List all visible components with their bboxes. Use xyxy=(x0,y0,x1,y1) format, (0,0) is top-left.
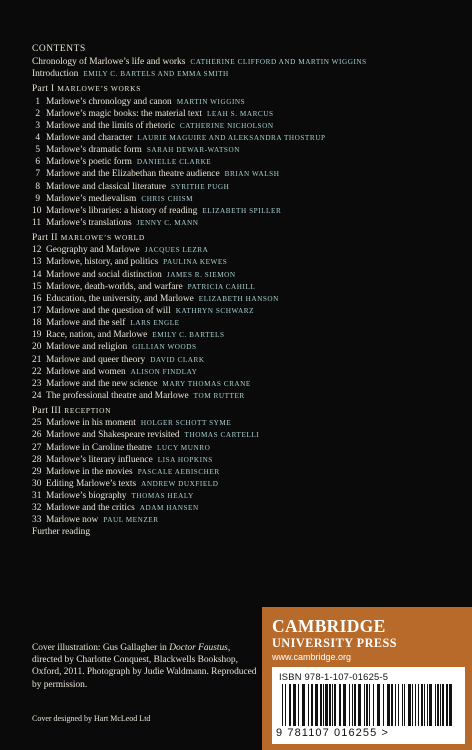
chapter-title: Geography and Marlowe xyxy=(46,245,140,256)
chapter-author: TOM RUTTER xyxy=(193,391,245,400)
chapter-number: 22 xyxy=(32,366,42,377)
chapter-title: Marlowe and women xyxy=(46,366,126,377)
publisher-website: www.cambridge.org xyxy=(272,652,352,662)
barcode-bar xyxy=(404,684,405,726)
barcode-bar xyxy=(364,684,365,726)
part-name: MARLOWE’S WORLD xyxy=(60,233,145,243)
barcode-bar xyxy=(325,684,328,726)
barcode-bar xyxy=(415,684,416,726)
chapter-title: Marlowe and character xyxy=(46,132,133,143)
barcode-bar xyxy=(329,684,331,726)
chapter-title: Marlowe’s libraries: a history of reading xyxy=(46,205,198,216)
chapter-item xyxy=(32,514,462,526)
chapter-number: 28 xyxy=(32,454,42,465)
chapter-item xyxy=(32,366,462,378)
barcode-bar xyxy=(315,684,318,726)
barcode-bar xyxy=(366,684,368,726)
table-of-contents xyxy=(32,43,462,539)
isbn-text: ISBN 978-1-107-01625-5 xyxy=(279,671,389,682)
chapter-title: Marlowe now xyxy=(46,515,99,526)
chapter-number: 4 xyxy=(35,132,40,143)
chapter-title: Marlowe’s translations xyxy=(46,217,132,228)
chapter-number: 9 xyxy=(35,193,40,204)
chapter-author: SARAH DEWAR-WATSON xyxy=(146,146,240,155)
chapter-number: 11 xyxy=(32,217,42,228)
chapter-item xyxy=(32,417,462,429)
chapter-number: 13 xyxy=(32,257,42,268)
chapter-author: JENNY C. MANN xyxy=(136,218,199,227)
chapter-item xyxy=(32,193,462,205)
chapter-number: 15 xyxy=(32,281,42,292)
part-label: Part II xyxy=(32,233,58,244)
chapter-number: 24 xyxy=(32,390,42,401)
chapter-author: EMILY C. BARTELS xyxy=(152,331,225,340)
chapter-author: ELIZABETH SPILLER xyxy=(202,206,282,215)
chapter-title: Marlowe and the new science xyxy=(46,378,158,389)
chapter-item xyxy=(32,341,462,353)
chapter-item xyxy=(32,269,462,281)
chapter-author: LUCY MUNRO xyxy=(156,443,211,452)
chapter-item xyxy=(32,205,462,217)
barcode-bar xyxy=(391,684,393,726)
chapter-number: 14 xyxy=(32,269,42,280)
barcode-bar xyxy=(349,684,350,726)
chapter-title: Marlowe in Caroline theatre xyxy=(46,442,152,453)
barcode-bar xyxy=(302,684,305,726)
barcode-bar xyxy=(311,684,313,726)
chapter-author: HOLGER SCHOTT SYME xyxy=(140,419,232,428)
chapter-item xyxy=(32,244,462,256)
barcode-bar xyxy=(298,684,299,726)
barcode-bar xyxy=(289,684,291,726)
barcode-bar xyxy=(293,684,296,726)
chapter-title: Marlowe’s chronology and canon xyxy=(46,96,172,107)
chapter-author: THOMAS HEALY xyxy=(131,492,194,501)
chapter-number: 19 xyxy=(32,330,42,341)
chapter-item xyxy=(32,156,462,168)
front-matter-item xyxy=(32,68,462,80)
chapter-title: Marlowe and the critics xyxy=(46,503,135,514)
barcode-bar xyxy=(446,684,448,726)
chapter-item xyxy=(32,281,462,293)
barcode-bar xyxy=(383,684,384,726)
chapter-author: KATHRYN SCHWARZ xyxy=(175,306,255,315)
chapter-number: 21 xyxy=(32,354,42,365)
chapter-title: Marlowe and the Elizabethan theatre audience xyxy=(46,169,220,180)
chapter-author: DANIELLE CLARKE xyxy=(136,158,212,167)
chapter-item xyxy=(32,293,462,305)
front-matter-author: CATHERINE CLIFFORD AND MARTIN WIGGINS xyxy=(190,58,367,67)
barcode-icon xyxy=(278,684,458,728)
chapter-title: Marlowe and religion xyxy=(46,342,128,353)
chapter-item xyxy=(32,390,462,402)
chapter-item xyxy=(32,442,462,454)
barcode-bar xyxy=(352,684,353,726)
barcode-number: 9 781107 016255 > xyxy=(276,727,390,739)
barcode-bar xyxy=(339,684,341,726)
chapter-number: 3 xyxy=(35,120,40,131)
chapter-title: Marlowe, history, and politics xyxy=(46,257,159,268)
chapter-title: Marlowe’s dramatic form xyxy=(46,145,142,156)
part-label: Part III xyxy=(32,406,62,417)
chapter-title: Marlowe and the self xyxy=(46,318,126,329)
cover-credit-prefix: Cover illustration: Gus Gallagher in xyxy=(32,643,170,653)
chapter-author: PATRICIA CAHILL xyxy=(187,282,256,291)
barcode-bar xyxy=(343,684,346,726)
barcode-bar xyxy=(435,684,436,726)
chapter-number: 16 xyxy=(32,293,42,304)
chapter-author: DAVID CLARK xyxy=(150,355,205,364)
barcode-bar xyxy=(332,684,333,726)
chapter-title: Marlowe’s medievalism xyxy=(46,193,137,204)
chapter-number: 29 xyxy=(32,466,42,477)
chapter-author: MARTIN WIGGINS xyxy=(176,97,246,106)
chapter-item xyxy=(32,502,462,514)
barcode-bar xyxy=(402,684,403,726)
front-matter xyxy=(32,56,462,80)
barcode-bar xyxy=(285,684,286,726)
chapter-item xyxy=(32,317,462,329)
chapter-author: MARY THOMAS CRANE xyxy=(162,379,251,388)
chapter-title: Marlowe and Shakespeare revisited xyxy=(46,430,180,441)
barcode-bar xyxy=(442,684,444,726)
chapter-number: 6 xyxy=(35,157,40,168)
barcode-bar xyxy=(449,684,452,726)
barcode-bar xyxy=(427,684,428,726)
publisher-name: CAMBRIDGE xyxy=(272,616,386,636)
chapter-author: BRIAN WALSH xyxy=(224,170,280,179)
cover-credit xyxy=(32,642,262,691)
chapter-title: Marlowe and queer theory xyxy=(46,354,146,365)
barcode-bar xyxy=(395,684,396,726)
barcode-box xyxy=(272,667,465,744)
chapter-item xyxy=(32,144,462,156)
barcode-bar xyxy=(408,684,411,726)
chapter-item xyxy=(32,256,462,268)
chapter-item xyxy=(32,305,462,317)
publisher-press: UNIVERSITY PRESS xyxy=(272,636,398,650)
chapter-title: Race, nation, and Marlowe xyxy=(46,330,148,341)
cover-credit-play: Doctor Faustus, xyxy=(169,643,231,653)
barcode-bar xyxy=(323,684,324,726)
chapter-number: 12 xyxy=(32,245,42,256)
chapter-author: ADAM HANSEN xyxy=(139,504,199,513)
chapter-title: Marlowe’s magic books: the material text xyxy=(46,108,202,119)
part-heading xyxy=(32,232,462,244)
chapter-number: 5 xyxy=(35,145,40,156)
barcode-bar xyxy=(421,684,423,726)
chapter-number: 10 xyxy=(32,205,42,216)
part-label: Part I xyxy=(32,84,55,95)
front-matter-title: Introduction xyxy=(32,69,79,80)
front-matter-title: Chronology of Marlowe’s life and works xyxy=(32,57,186,68)
chapter-author: LISA HOPKINS xyxy=(157,455,213,464)
barcode-bar xyxy=(369,684,370,726)
chapter-title: Marlowe and the question of will xyxy=(46,305,171,316)
barcode-bar xyxy=(412,684,413,726)
chapter-item xyxy=(32,466,462,478)
chapter-title: Marlowe and the limits of rhetoric xyxy=(46,120,175,131)
chapter-item xyxy=(32,132,462,144)
part-heading xyxy=(32,405,462,417)
chapter-author: LAURIE MAGUIRE AND ALEKSANDRA THOSTRUP xyxy=(137,133,326,142)
chapter-title: Marlowe and social distinction xyxy=(46,269,162,280)
barcode-bar xyxy=(320,684,322,726)
chapter-author: GILLIAN WOODS xyxy=(132,343,197,352)
chapter-number: 31 xyxy=(32,491,42,502)
chapter-item xyxy=(32,454,462,466)
chapter-item xyxy=(32,181,462,193)
chapter-item xyxy=(32,378,462,390)
chapter-item xyxy=(32,108,462,120)
barcode-bar xyxy=(429,684,432,726)
barcode-bar xyxy=(334,684,336,726)
part-name: MARLOWE’S WORKS xyxy=(57,84,142,94)
parts-list xyxy=(32,83,462,526)
chapter-item xyxy=(32,96,462,108)
barcode-bar xyxy=(373,684,374,726)
further-reading: Further reading xyxy=(32,527,91,538)
chapter-author: ALISON FINDLAY xyxy=(130,367,198,376)
chapter-number: 7 xyxy=(35,169,40,180)
barcode-bar xyxy=(437,684,439,726)
publisher-panel xyxy=(262,607,472,750)
chapter-author: ELIZABETH HANSON xyxy=(198,294,279,303)
chapter-author: JACQUES LEZRA xyxy=(144,246,209,255)
chapter-number: 26 xyxy=(32,430,42,441)
part-name: RECEPTION xyxy=(64,406,112,416)
chapter-number: 25 xyxy=(32,418,42,429)
chapter-item xyxy=(32,120,462,132)
chapter-item xyxy=(32,329,462,341)
chapter-title: Marlowe’s literary influence xyxy=(46,454,153,465)
front-matter-author: EMILY C. BARTELS AND EMMA SMITH xyxy=(83,70,229,79)
chapter-number: 18 xyxy=(32,318,42,329)
barcode-bar xyxy=(377,684,380,726)
chapter-item xyxy=(32,217,462,229)
chapter-author: ANDREW DUXFIELD xyxy=(141,479,219,488)
chapter-title: Marlowe’s poetic form xyxy=(46,157,132,168)
chapter-number: 23 xyxy=(32,378,42,389)
chapter-item xyxy=(32,490,462,502)
barcode-bar xyxy=(308,684,309,726)
chapter-author: SYRITHE PUGH xyxy=(171,182,230,191)
chapter-author: PAULINA KEWES xyxy=(163,258,228,267)
chapter-number: 30 xyxy=(32,478,42,489)
chapter-author: LEAH S. MARCUS xyxy=(206,109,274,118)
chapter-author: LARS ENGLE xyxy=(130,319,180,328)
chapter-author: CHRIS CHISM xyxy=(141,194,194,203)
chapter-item xyxy=(32,354,462,366)
chapter-title: Marlowe in the movies xyxy=(46,466,133,477)
chapter-title: Marlowe, death-worlds, and warfare xyxy=(46,281,183,292)
chapter-number: 2 xyxy=(35,108,40,119)
front-matter-item xyxy=(32,56,462,68)
chapter-author: JAMES R. SIEMON xyxy=(166,270,236,279)
chapter-title: The professional theatre and Marlowe xyxy=(46,390,189,401)
barcode-bar xyxy=(440,684,441,726)
barcode-bar xyxy=(398,684,399,726)
chapter-author: THOMAS CARTELLI xyxy=(184,431,260,440)
chapter-author: CATHERINE NICHOLSON xyxy=(179,121,274,130)
chapter-number: 8 xyxy=(35,181,40,192)
chapter-number: 27 xyxy=(32,442,42,453)
barcode-bar xyxy=(424,684,425,726)
barcode-bar xyxy=(387,684,390,726)
barcode-bar xyxy=(354,684,356,726)
chapter-number: 20 xyxy=(32,342,42,353)
contents-heading: CONTENTS xyxy=(32,44,86,54)
chapter-author: PAUL MENZER xyxy=(103,516,159,525)
chapter-item xyxy=(32,168,462,180)
chapter-author: PASCALE AEBISCHER xyxy=(137,467,220,476)
cover-designer: Cover designed by Hart McLeod Ltd xyxy=(32,714,151,723)
chapter-title: Education, the university, and Marlowe xyxy=(46,293,194,304)
chapter-item xyxy=(32,478,462,490)
chapter-number: 1 xyxy=(35,96,40,107)
chapter-title: Marlowe in his moment xyxy=(46,418,136,429)
chapter-number: 32 xyxy=(32,503,42,514)
barcode-bar xyxy=(358,684,361,726)
barcode-bar xyxy=(282,684,283,726)
chapter-title: Marlowe and classical literature xyxy=(46,181,166,192)
chapter-number: 17 xyxy=(32,305,42,316)
chapter-item xyxy=(32,429,462,441)
chapter-title: Editing Marlowe’s texts xyxy=(46,478,137,489)
cover-credit-rest: directed by Charlotte Conquest, Blackwells Bookshop, Oxford, 2011. Photograph by Judie Waldmann. Reproduced by permission. xyxy=(32,655,257,690)
chapter-number: 33 xyxy=(32,515,42,526)
part-heading xyxy=(32,83,462,95)
barcode-bar xyxy=(418,684,419,726)
chapter-title: Marlowe’s biography xyxy=(46,491,127,502)
